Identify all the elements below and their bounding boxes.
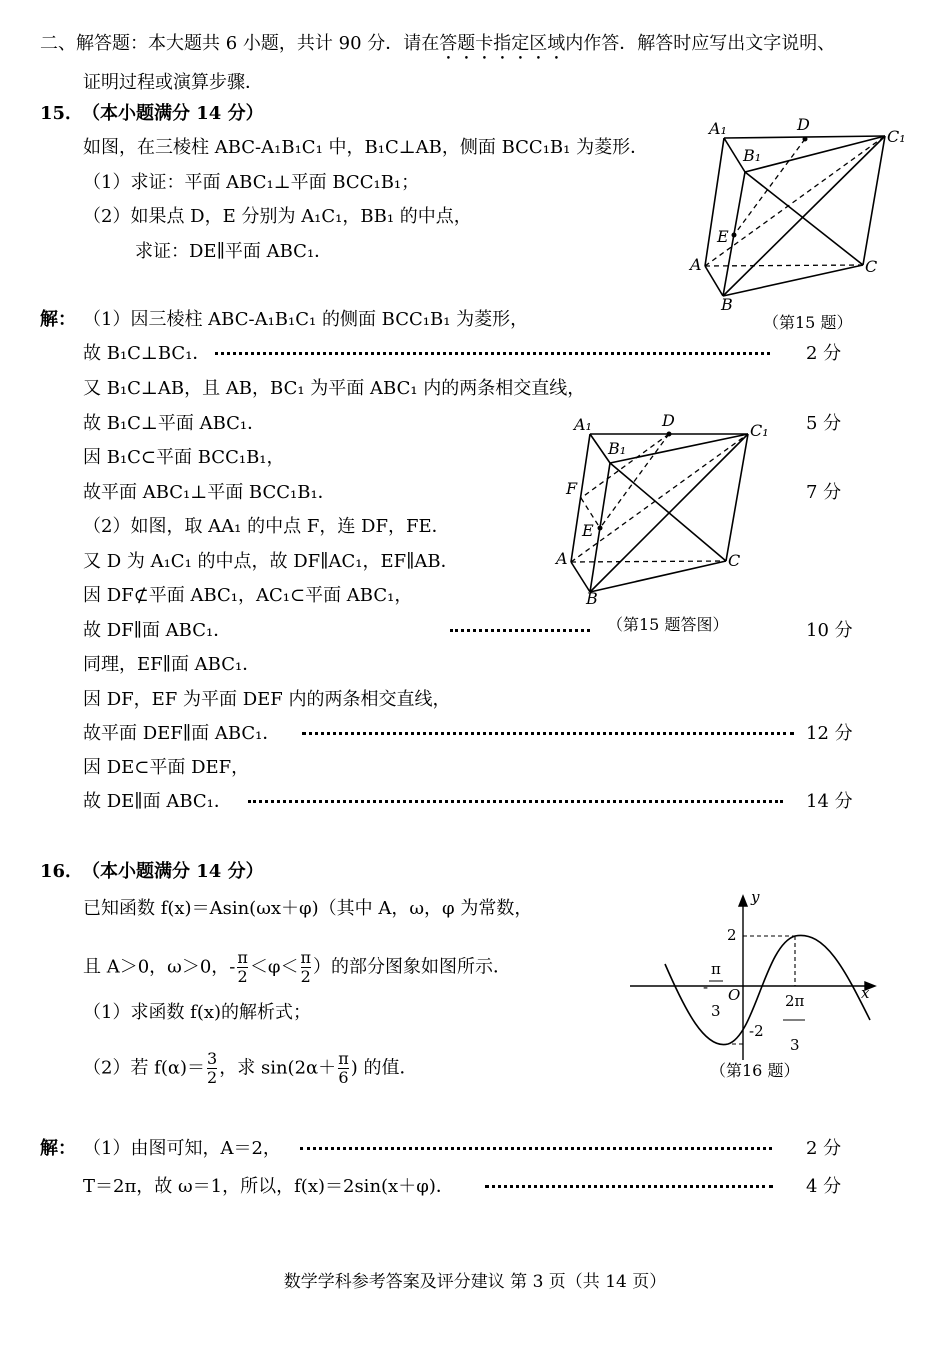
q15-fig-label-C1: C₁: [887, 127, 906, 146]
section-header-text-a: 二、解答题：本大题共 6 小题，共计 90 分．请在: [40, 33, 440, 54]
q15-fig-label-E: E: [717, 227, 729, 246]
sol15-line-6: 故平面 ABC₁⊥平面 BCC₁B₁．: [83, 482, 336, 503]
sol16-line1: （1）由图可知，A＝2，: [83, 1138, 281, 1159]
sol15-score-10: 10 分: [806, 620, 853, 641]
q15-number: 15．: [40, 103, 84, 124]
q16-graph-xneg-num: π: [711, 960, 721, 978]
sol15-score-6: 7 分: [806, 482, 842, 503]
q16-graph: [625, 890, 880, 1065]
sol15-fig-label-C1: C₁: [750, 421, 769, 440]
sol16-line2: T＝2π，故 ω＝1，所以，f(x)＝2sin(x＋φ)．: [83, 1176, 454, 1197]
q16-graph-xneg-sign: -: [703, 978, 709, 996]
sol15-line-9: 因 DF⊄平面 ABC₁，AC₁⊂平面 ABC₁，: [83, 585, 413, 606]
q16-part2-frac2: $\frac{\pi}{6}$: [338, 1049, 349, 1087]
q16-part1: （1）求函数 f(x)的解析式；: [83, 1002, 312, 1023]
sol15-fig-label-F: F: [566, 479, 578, 498]
q16-number: 16．: [40, 861, 84, 882]
q16-stem2-frac2: $\frac{\pi}{2}$: [300, 948, 312, 986]
q16-stem2-b: ）的部分图象如图所示．: [313, 956, 512, 978]
sol16-dots-1: [300, 1147, 772, 1150]
q15-points: （本小题满分 14 分）: [82, 103, 264, 124]
sol15-fig-label-C: C: [728, 551, 741, 570]
q15-part1: （1）求证：平面 ABC₁⊥平面 BCC₁B₁；: [83, 172, 420, 193]
section-header-line1: [40, 32, 835, 64]
q15-figure-caption: （第15 题）: [763, 313, 853, 332]
q16-stem2-a: 且 A＞0，ω＞0，-: [83, 956, 236, 978]
sol16-label: 解：: [40, 1138, 76, 1159]
q16-graph-x-label: x: [861, 984, 870, 1002]
q16-part2-c: ) 的值．: [350, 1057, 418, 1079]
q16-sine-curve: [665, 935, 870, 1044]
sol15-line-3: 又 B₁C⊥AB，且 AB，BC₁ 为平面 ABC₁ 内的两条相交直线，: [83, 378, 586, 399]
sol15-line-10: 故 DF∥面 ABC₁．: [83, 620, 232, 641]
q15-fig-label-B: B: [721, 295, 733, 312]
q15-fig-label-D: D: [797, 115, 810, 134]
q16-graph-ymax: 2: [727, 926, 737, 944]
sol15-score-15: 14 分: [806, 791, 853, 812]
q16-figure-caption: （第16 题）: [710, 1061, 800, 1080]
q16-points: （本小题满分 14 分）: [82, 861, 264, 882]
sol15-score-4: 5 分: [806, 413, 842, 434]
sol15-score-2: 2 分: [806, 343, 842, 364]
sol15-line-11: 同理，EF∥面 ABC₁．: [83, 654, 261, 675]
q15-fig-label-C: C: [865, 257, 878, 276]
q16-part2-a: （2）若 f(α)＝: [83, 1057, 206, 1079]
q15-part2b: 求证：DE∥平面 ABC₁．: [135, 241, 333, 262]
sol15-line-2: 故 B₁C⊥BC₁．: [83, 343, 211, 364]
sol15-dots-10: [450, 629, 590, 632]
q15-fig-label-A1: A₁: [709, 119, 727, 138]
sol15-dots-13: [302, 732, 794, 735]
sol15-line-7: （2）如图，取 AA₁ 的中点 F，连 DF，FE．: [83, 516, 450, 537]
sol16-score2: 4 分: [806, 1176, 842, 1197]
sol15-line-13: 故平面 DEF∥面 ABC₁．: [83, 723, 281, 744]
sol15-score-13: 12 分: [806, 723, 853, 744]
sol15-figure-caption: （第15 题答图）: [607, 615, 729, 634]
sol15-figure: [550, 408, 780, 608]
q15-figure: [685, 112, 910, 312]
page-footer: 数学学科参考答案及评分建议 第 3 页（共 14 页）: [283, 1272, 667, 1292]
q15-part2: （2）如果点 D，E 分别为 A₁C₁，BB₁ 的中点，: [83, 206, 472, 227]
section-header-line2: 证明过程或演算步骤．: [83, 72, 263, 93]
q16-graph-y-label: y: [751, 890, 760, 906]
sol15-fig-label-D: D: [662, 411, 675, 430]
sol15-line-15: 故 DE∥面 ABC₁．: [83, 791, 232, 812]
section-header-text-b: 内作答．解答时应写出文字说明、: [565, 33, 836, 54]
sol16-dots-2: [485, 1185, 773, 1188]
sol16-score1: 2 分: [806, 1138, 842, 1159]
sol15-line-12: 因 DF，EF 为平面 DEF 内的两条相交直线，: [83, 689, 451, 710]
q15-fig-label-A: A: [690, 255, 702, 274]
q16-part2: [83, 1050, 417, 1087]
q15-stem: 如图，在三棱柱 ABC-A₁B₁C₁ 中，B₁C⊥AB，侧面 BCC₁B₁ 为菱形．: [83, 137, 649, 158]
q16-part2-b: ，求 sin(2α＋: [219, 1057, 337, 1079]
q16-stem2-frac1: $\frac{\pi}{2}$: [237, 948, 248, 986]
sol15-dots-15: [248, 800, 783, 803]
q16-stem2-mid: ＜φ＜: [249, 956, 299, 978]
sol15-fig-label-B1: B₁: [608, 439, 627, 458]
sol15-fig-label-E: E: [582, 521, 594, 540]
section-header-emphasis: 答题卡指定区域: [439, 33, 566, 54]
q16-graph-xneg-den: 3: [711, 1002, 721, 1020]
q16-graph-origin: O: [728, 986, 741, 1004]
q16-graph-xpos-den: 3: [790, 1036, 800, 1054]
sol15-line-1: （1）因三棱柱 ABC-A₁B₁C₁ 的侧面 BCC₁B₁ 为菱形，: [83, 309, 529, 330]
sol15-line-14: 因 DE⊂平面 DEF，: [83, 757, 250, 778]
q15-fig-label-B1: B₁: [743, 146, 762, 165]
sol15-fig-label-B: B: [586, 589, 598, 608]
sol15-fig-label-A1: A₁: [574, 415, 592, 434]
q16-graph-xpos-num: 2π: [785, 992, 805, 1010]
sol15-dots-2: [215, 352, 770, 355]
sol15-line-8: 又 D 为 A₁C₁ 的中点，故 DF∥AC₁，EF∥AB．: [83, 551, 459, 572]
sol15-line-5: 因 B₁C⊂平面 BCC₁B₁，: [83, 447, 285, 468]
sol15-fig-label-A: A: [556, 549, 568, 568]
sol15-label: 解：: [40, 309, 76, 330]
q16-graph-ymin: -2: [749, 1022, 764, 1040]
q16-stem: 已知函数 f(x)＝Asin(ωx＋φ)（其中 A，ω，φ 为常数，: [83, 898, 533, 919]
q16-stem2: [83, 949, 511, 986]
q16-part2-frac1: $\frac{3}{2}$: [207, 1049, 218, 1087]
sol15-line-4: 故 B₁C⊥平面 ABC₁．: [83, 413, 266, 434]
